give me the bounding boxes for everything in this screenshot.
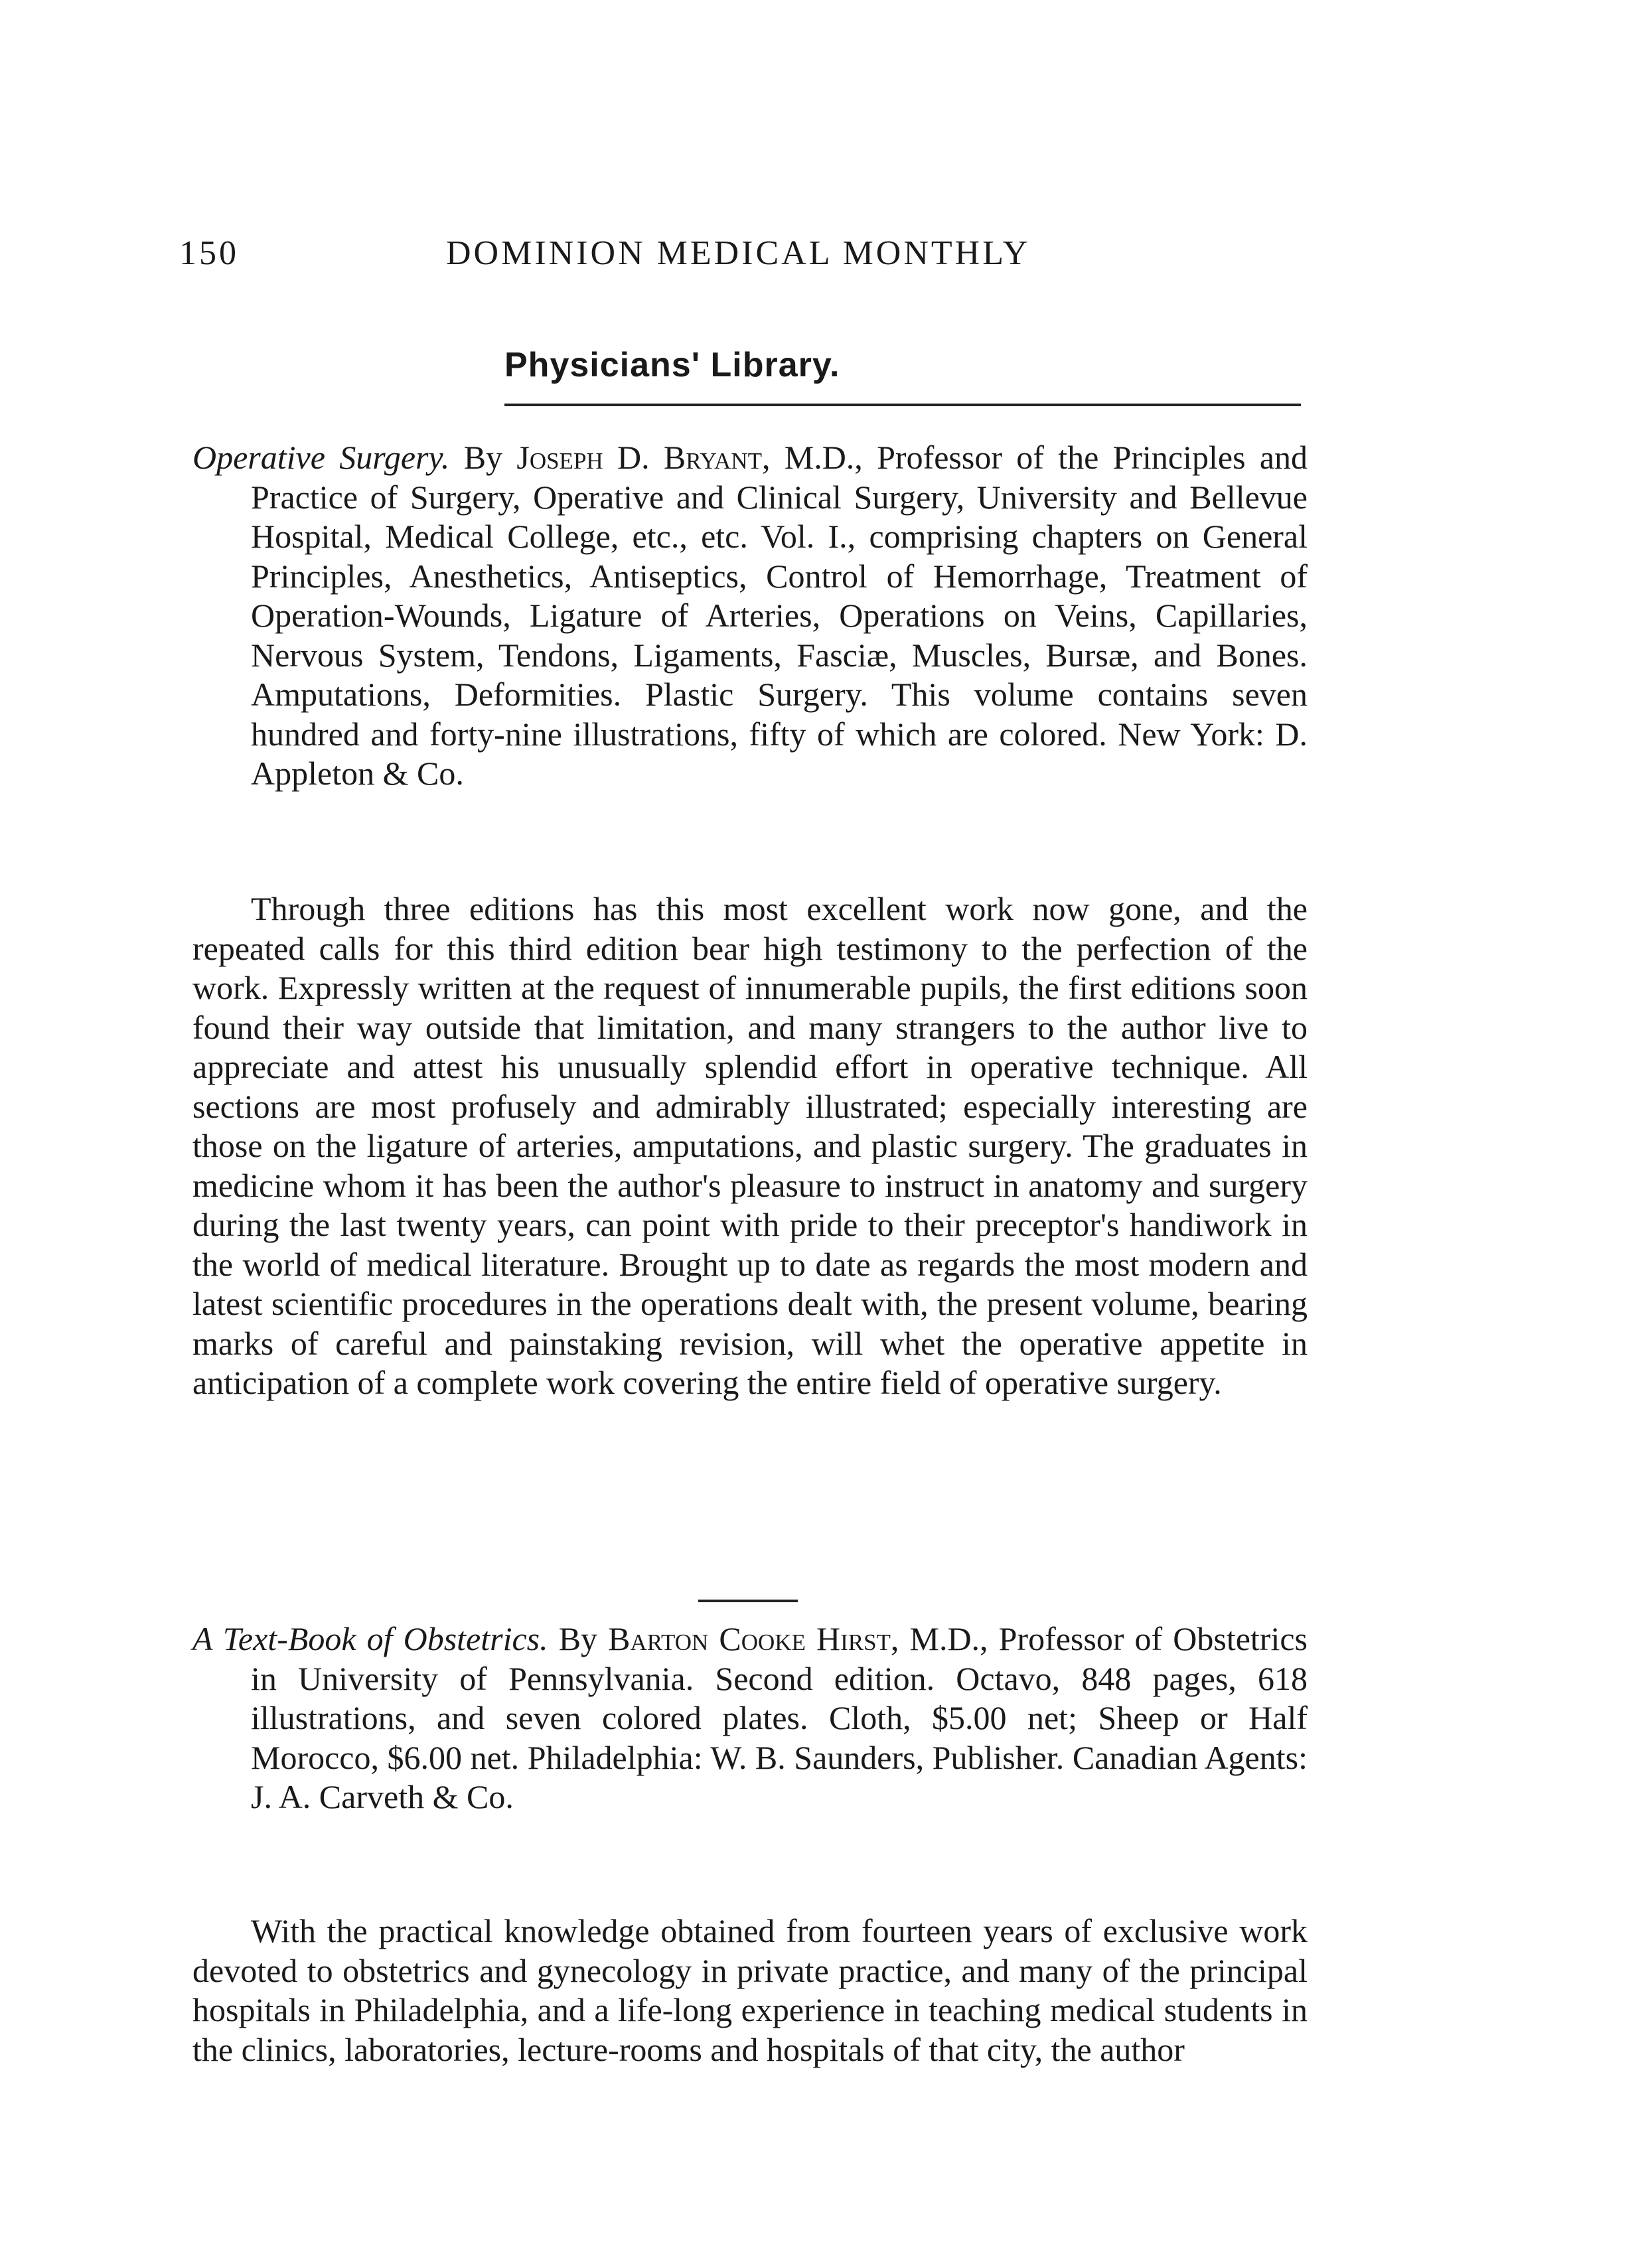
book-title: Operative Surgery. [192, 439, 450, 476]
journal-title: DOMINION MEDICAL MONTHLY [446, 234, 1031, 272]
book-entry-obstetrics [192, 1619, 1308, 1817]
review-obstetrics [192, 1912, 1308, 2069]
book-details: Professor of Obstetrics in University of Pennsylvania. Second edition. Octavo, 848 pages, 618 illustrations, and seven colored plates. Cloth, $5.00 net; Sheep or Half Morocco, $6.00 net. Philadelphia: W. B. Saunders, Publisher. Canadian Agents: J. A. Carveth & Co. [251, 1620, 1308, 1815]
section-title: Physicians' Library. [504, 346, 840, 384]
review-paragraph: Through three editions has this most excellent work now gone, and the repeated calls for this third edition bear high testimony to the perfection of the work. Expressly written at the request of innumerable pupils, the first editions soon found their way outside that limitation, and many strangers to the author live to appreciate and attest his unusually splendid effort in operative technique. All sections are most profusely and admirably illustrated; especially interesting are those on the ligature of arteries, amputations, and plastic surgery. The graduates in medicine whom it has been the author's pleasure to instruct in anatomy and surgery during the last twenty years, can point with pride to their preceptor's handiwork in the world of medical literature. Brought up to date as regards the most modern and latest scientific procedures in the operations dealt with, the present volume, bearing marks of careful and painstaking revision, will whet the operative appetite in anticipation of a complete work covering the entire field of operative surgery. [192, 890, 1308, 1401]
by-label: By [558, 1620, 598, 1657]
book-details: Professor of the Principles and Practice of Surgery, Operative and Clinical Surgery, University and Bellevue Hospital, Medical College, etc., etc. Vol. I., comprising chapters on General Principles, Anesthetics, Antiseptics, Control of Hemorrhage, Treatment of Operation-Wounds, Ligature of Arteries, Operations on Veins, Capillaries, Nervous System, Tendons, Ligaments, Fasciæ, Muscles, Bursæ, and Bones. Amputations, Deformities. Plastic Surgery. This volume contains seven hundred and forty-nine illustrations, fifty of which are colored. New York: D. Appleton & Co. [251, 439, 1308, 792]
book-author: Joseph D. Bryant, M.D., [516, 439, 863, 476]
book-title: A Text-Book of Obstetrics. [192, 1620, 548, 1657]
page-header [179, 234, 1069, 280]
section-divider [504, 404, 1301, 406]
review-paragraph: With the practical knowledge obtained from fourteen years of exclusive work devoted to obstetrics and gynecology in private practice, and many of the principal hospitals in Philadelphia, and a life-long experience in teaching medical students in the clinics, laboratories, lecture-rooms and hospitals of that city, the author [192, 1912, 1308, 2068]
book-author: Barton Cooke Hirst, M.D., [608, 1620, 988, 1657]
page-number: 150 [179, 234, 239, 272]
entry-divider [698, 1600, 798, 1602]
review-operative-surgery [192, 889, 1308, 1403]
book-entry-operative-surgery [192, 438, 1308, 794]
by-label: By [463, 439, 503, 476]
